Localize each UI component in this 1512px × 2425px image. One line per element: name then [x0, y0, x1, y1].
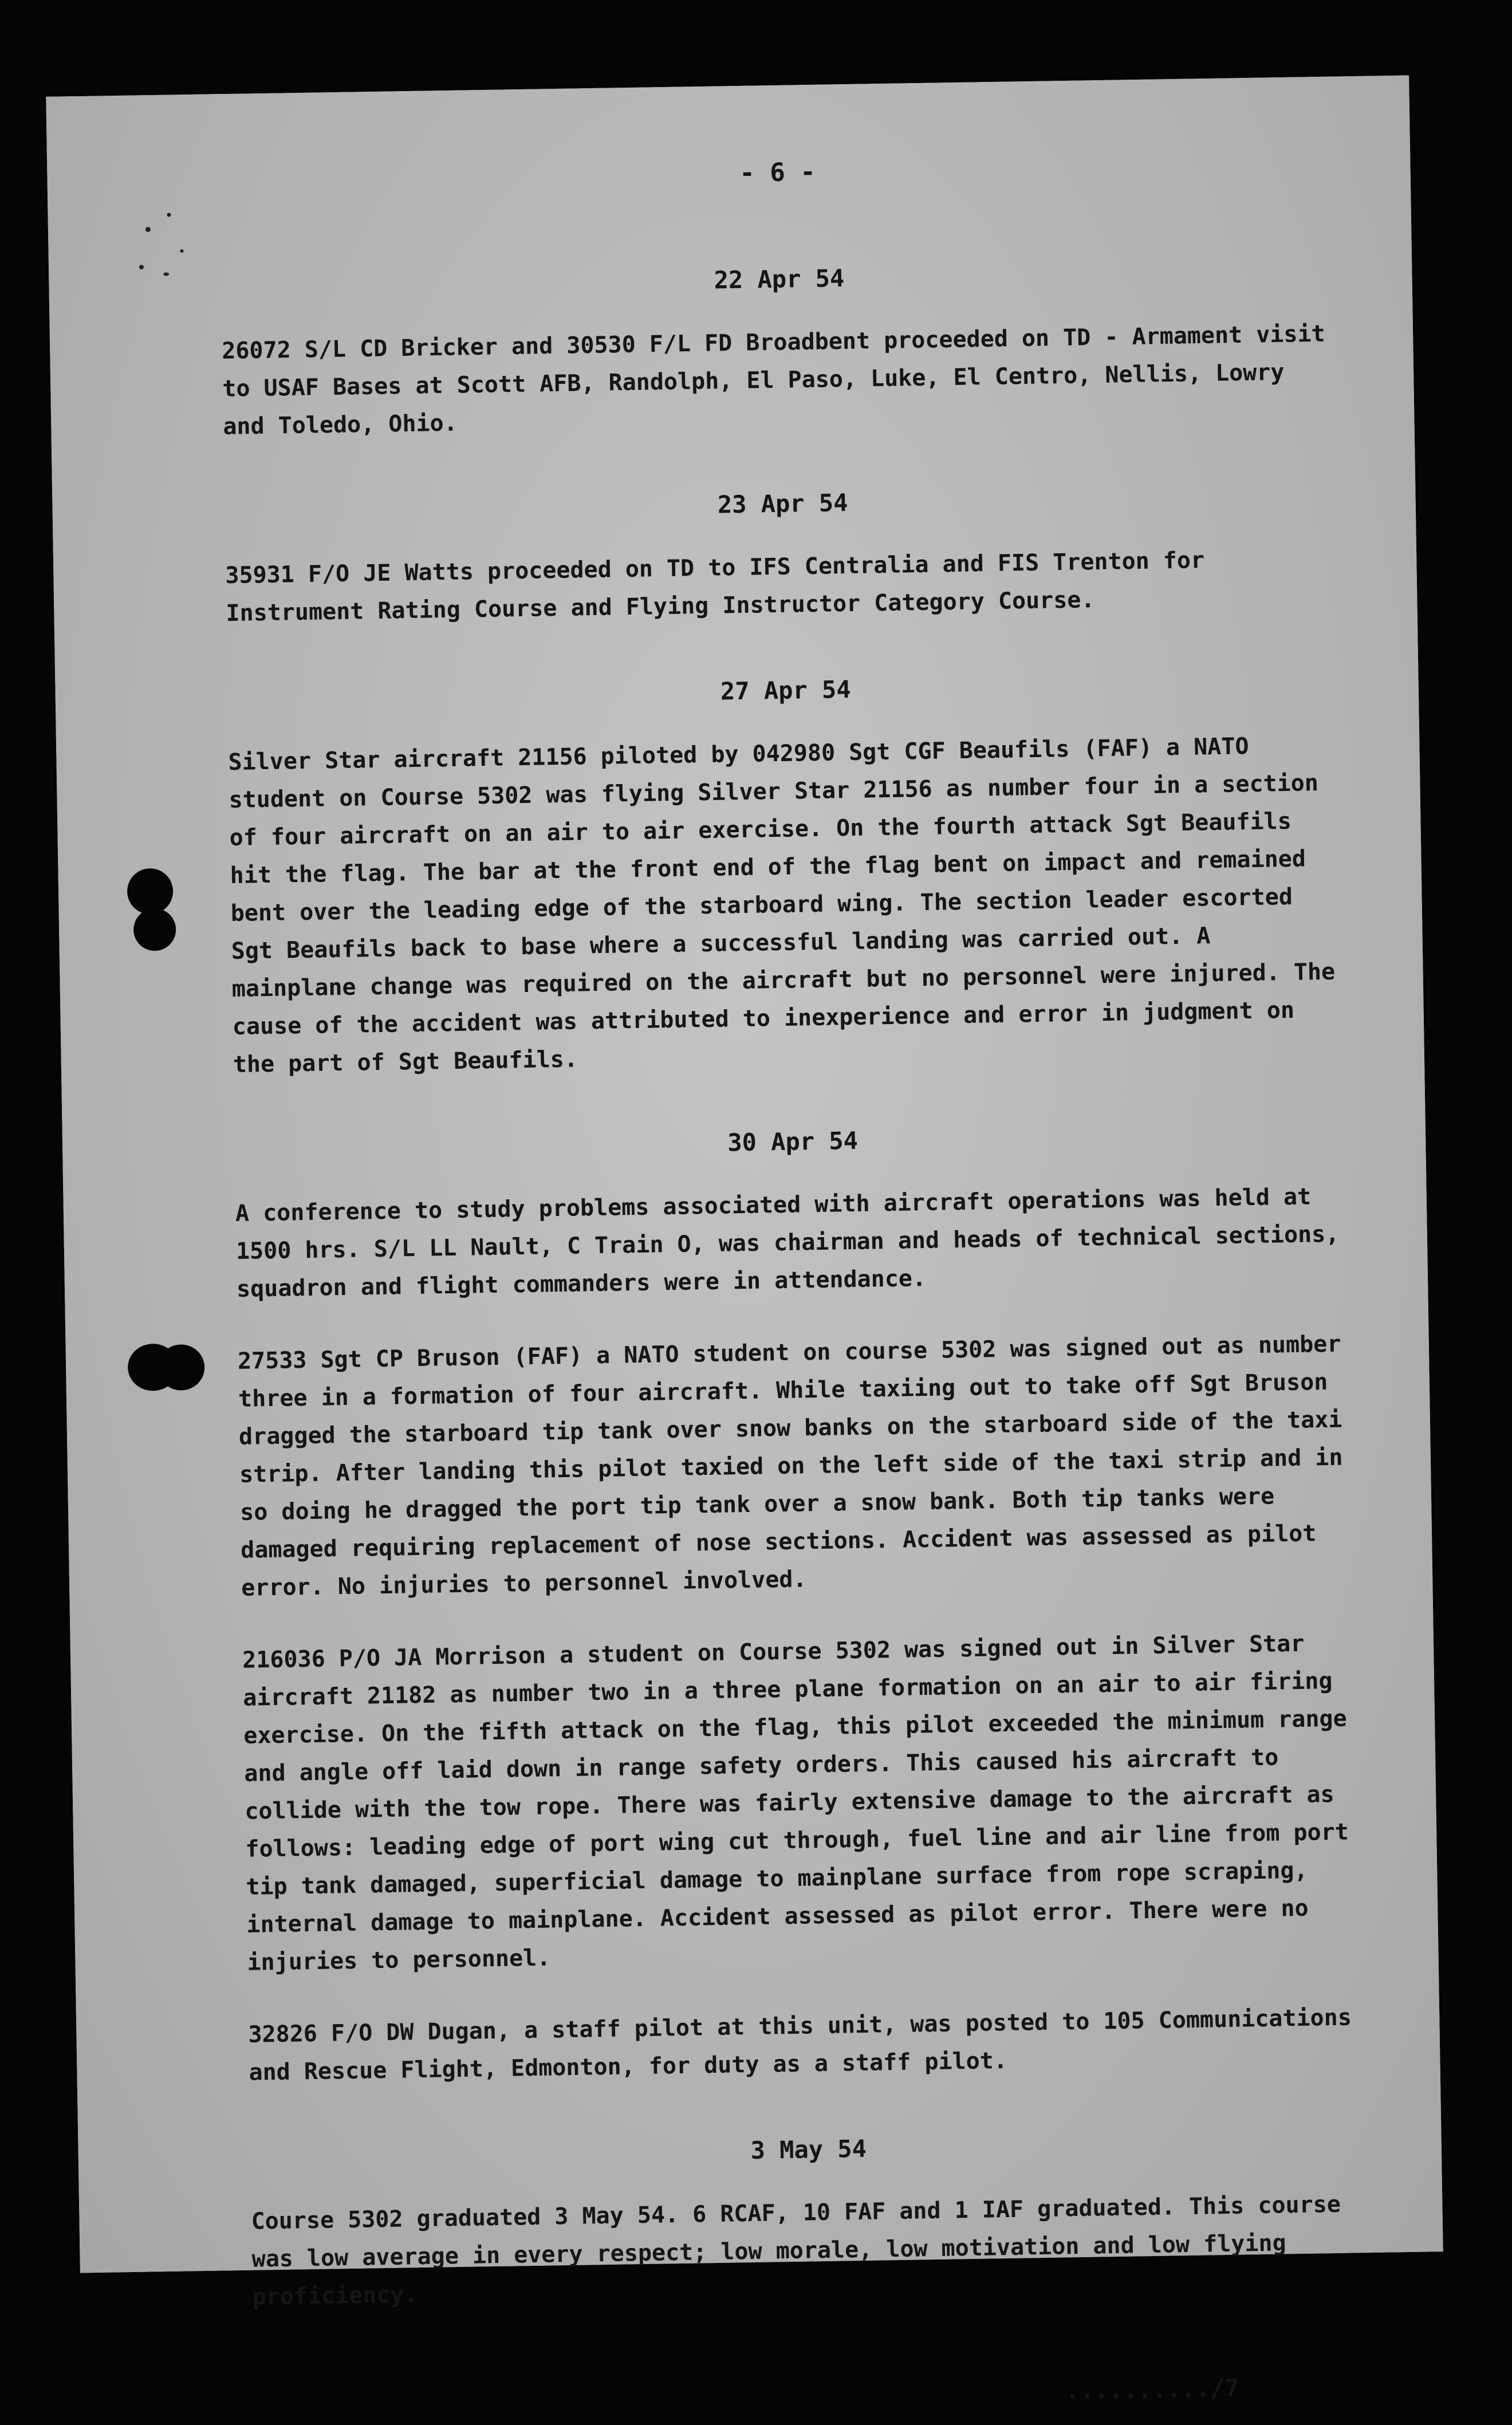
punch-hole-middle-right	[158, 1344, 205, 1391]
entry-22-apr-54	[220, 252, 1340, 446]
entry-paragraph: A conference to study problems associated with aircraft operations was held at 1500 hrs. S/L LL Nault, C Train O, was chairman and heads of technical sections, squadron and flight commanders were in attendance.	[235, 1183, 1340, 1302]
punch-hole-top-lower	[133, 908, 176, 951]
entry-paragraph: 35931 F/O JE Watts proceeded on TD to IFS Centralia and FIS Trenton for Instrument Rating Course and Flying Instructor Category Course.	[225, 547, 1205, 627]
entry-paragraph: Silver Star aircraft 21156 piloted by 042980 Sgt CGF Beaufils (FAF) a NATO student on Course 5302 was flying Silver Star 21156 as number four in a section of four aircraft on an air to air exercise. On the fourth attack Sgt Beaufils hit the flag. The bar at the front end of the flag bent on impact and remained bent over the leading edge of the starboard wing. The section leader escorted Sgt Beaufils back to base where a successful landing was carried out. A mainplane change was required on the aircraft but no personnel were injured. The cause of the accident was attributed to inexperience and error in judgment on the part of Sgt Beaufils.	[228, 733, 1336, 1078]
document-content	[219, 145, 1371, 2423]
page-number: - 6 -	[739, 157, 816, 188]
entry-paragraph: Course 5302 graduated 3 May 54. 6 RCAF, 10 FAF and 1 IAF graduated. This course was low average in every respect; low morale, low motivation and low flying proficiency.	[251, 2191, 1341, 2310]
entry-30-apr-54	[234, 1114, 1366, 2091]
entry-23-apr-54	[224, 476, 1343, 632]
date-heading: 27 Apr 54	[720, 675, 851, 706]
document-page	[46, 76, 1443, 2405]
punch-hole-top	[127, 868, 173, 915]
date-heading: 23 Apr 54	[717, 489, 848, 519]
continuation-marker: ........../7	[1065, 2373, 1239, 2405]
entry-paragraph: 26072 S/L CD Bricker and 30530 F/L FD Broadbent proceeded on TD - Armament visit to USAF Bases at Scott AFB, Randolph, El Paso, Luke, El Centro, Nellis, Lowry and Toledo, Ohio.	[221, 320, 1326, 440]
entry-paragraph: 32826 F/O DW Dugan, a staff pilot at this unit, was posted to 105 Communications and Rescue Flight, Edmonton, for duty as a staff pilot.	[248, 2004, 1352, 2086]
entry-3-may-54	[250, 2122, 1369, 2316]
date-heading: 22 Apr 54	[714, 264, 845, 294]
date-heading: 3 May 54	[750, 2134, 867, 2165]
entry-paragraph: 27533 Sgt CP Bruson (FAF) a NATO student on course 5302 was signed out as number three in a formation of four aircraft. While taxiing out to take off Sgt Bruson dragged the starboard tip tank over snow banks on the starboard side of the taxi strip. After landing this pilot taxied on the left side of the taxi strip and in so doing he dragged the port tip tank over a snow bank. Both tip tanks were damaged requiring replacement of nose sections. Accident was assessed as pilot error. No injuries to personnel involved.	[237, 1330, 1343, 1601]
entry-27-apr-54	[227, 663, 1350, 1084]
date-heading: 30 Apr 54	[727, 1126, 859, 1157]
entry-paragraph: 216036 P/O JA Morrison a student on Course 5302 was signed out in Silver Star aircraft 21182 as number two in a three plane formation on an air to air firing exercise. On the fifth attack on the flag, this pilot exceeded the minimum range and angle off laid down in range safety orders. This caused his aircraft to collide with the tow rope. There was fairly extensive damage to the aircraft as follows: leading edge of port wing cut through, fuel line and air line from port tip tank damaged, superficial damage to mainplane surface from rope scraping, internal damage to mainplane. Accident assessed as pilot error. There were no injuries to personnel.	[242, 1630, 1349, 1976]
